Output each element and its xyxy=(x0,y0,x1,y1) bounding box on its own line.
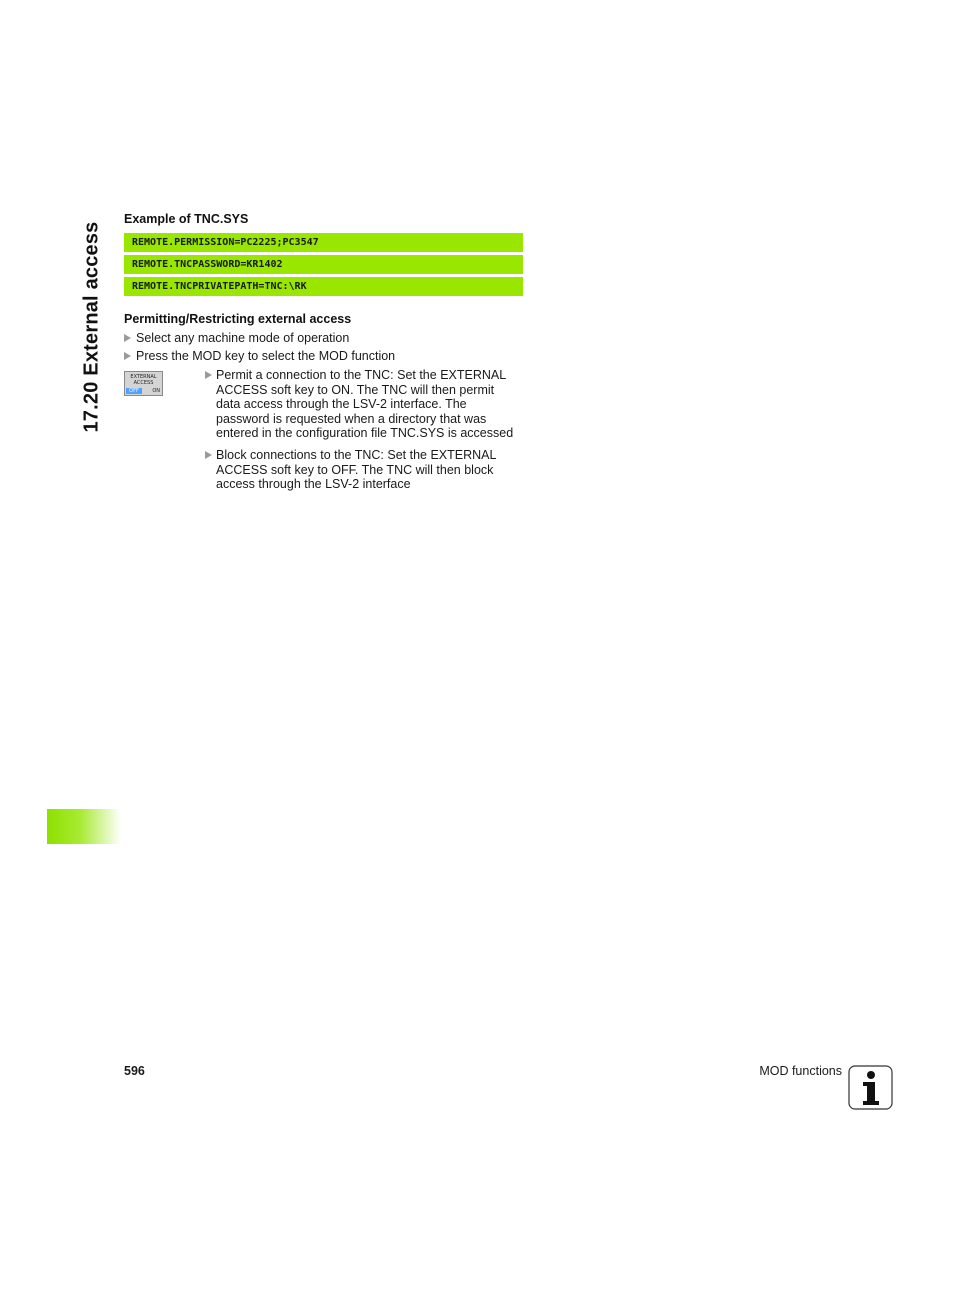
chapter-title-text: 17.20 External access xyxy=(80,220,103,433)
sub-step-line: entered in the configuration file TNC.SYS is accessed xyxy=(216,426,514,440)
softkey-on-state: ON xyxy=(152,388,160,394)
code-line: REMOTE.TNCPASSWORD=KR1402 xyxy=(124,255,523,274)
bullet-arrow-icon xyxy=(205,451,212,459)
bullet-arrow-icon xyxy=(205,371,212,379)
bullet-arrow-icon xyxy=(124,352,131,360)
permit-heading: Permitting/Restricting external access xyxy=(124,312,352,326)
example-heading: Example of TNC.SYS xyxy=(124,212,249,226)
chapter-title xyxy=(76,214,108,439)
sub-step-line: ACCESS soft key to OFF. The TNC will then block xyxy=(216,462,494,477)
sub-step-line: Block connections to the TNC: Set the EXTERNAL xyxy=(216,448,497,462)
sub-step-line: ACCESS soft key to ON. The TNC will then permit xyxy=(216,382,495,397)
step-item: Press the MOD key to select the MOD function xyxy=(136,349,396,363)
chapter-tab-marker xyxy=(47,809,121,844)
info-icon xyxy=(848,1065,893,1110)
sub-step-line: access through the LSV-2 interface xyxy=(216,477,411,491)
step-item: Select any machine mode of operation xyxy=(136,331,350,345)
footer-section-title: MOD functions xyxy=(759,1064,842,1078)
sub-step-line: data access through the LSV-2 interface. The xyxy=(216,397,467,411)
external-access-softkey xyxy=(124,371,163,396)
sub-step-item xyxy=(216,448,496,492)
sub-step-line: Permit a connection to the TNC: Set the EXTERNAL xyxy=(216,368,507,382)
softkey-off-state: OFF xyxy=(126,388,142,394)
sub-step-line: password is requested when a directory that was xyxy=(216,411,487,426)
code-line: REMOTE.PERMISSION=PC2225;PC3547 xyxy=(124,233,523,252)
softkey-label-line1: EXTERNAL xyxy=(130,374,157,380)
sub-step-item xyxy=(216,368,513,441)
softkey-label-line2: ACCESS xyxy=(133,380,154,386)
code-line: REMOTE.TNCPRIVATEPATH=TNC:\RK xyxy=(124,277,523,296)
bullet-arrow-icon xyxy=(124,334,131,342)
page-number: 596 xyxy=(124,1064,145,1078)
